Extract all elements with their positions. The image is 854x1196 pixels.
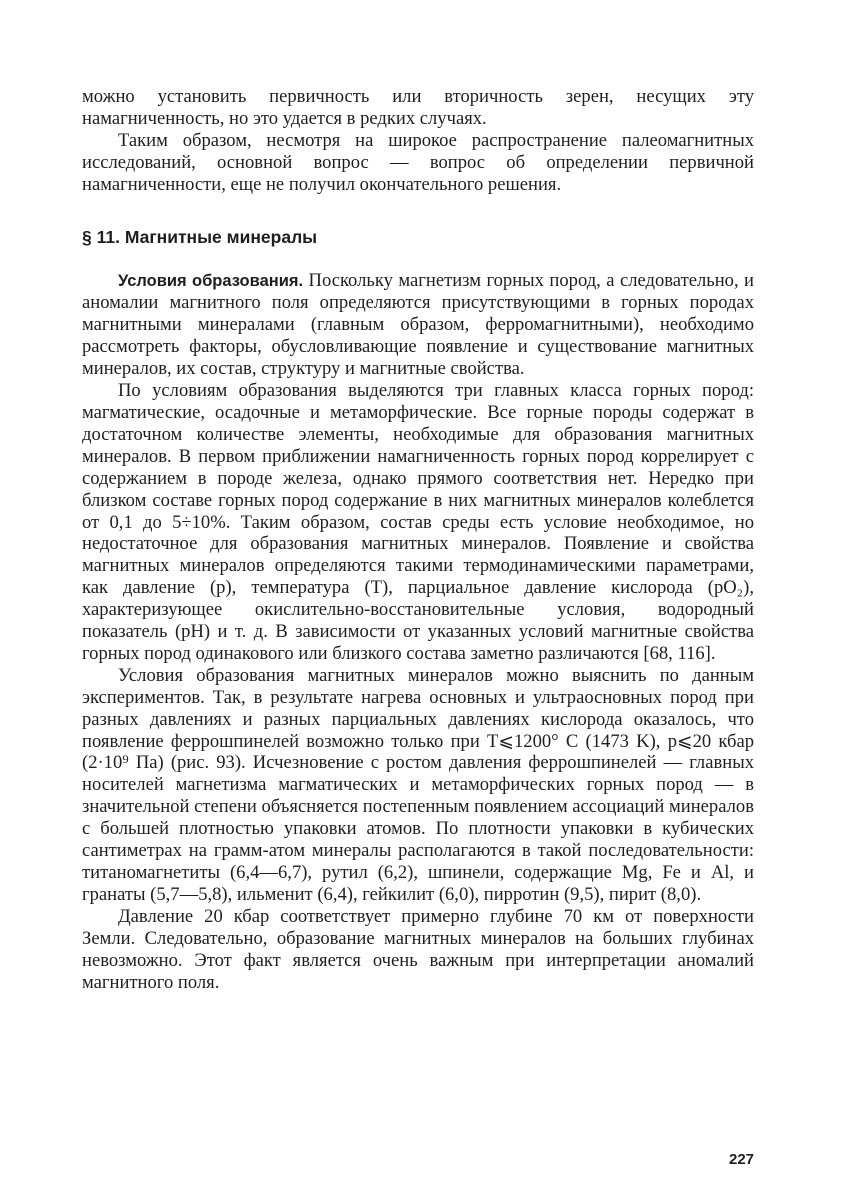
paragraph-paleomagnetism: Таким образом, несмотря на широкое распространение палеомагнитных исследований, основной вопрос — вопрос об определении первичной намагниченности, еще не получил окончательного решения. [82, 129, 754, 195]
run-in-heading: Условия образования. [118, 271, 304, 290]
page-body [82, 86, 754, 993]
paragraph-pressure-depth: Давление 20 кбар соответствует примерно глубине 70 км от поверхности Земли. Следовательно, образование магнитных минералов на больших глубинах невозможно. Этот факт является очень важным при интерпретации аномалий магнитного поля. [82, 905, 754, 993]
paragraph-continuation: можно установить первичность или вторичность зерен, несущих эту намагниченность, но это удается в редких случаях. [82, 86, 754, 129]
paragraph-rock-classes: По условиям образования выделяются три главных класса горных пород: магматические, осадочные и метаморфические. Все горные породы содержат в достаточном количестве элементы, необходимые для образования магнитных минералов. В первом приближении намагниченность горных пород коррелирует с содержанием в породе железа, однако прямого соответствия нет. Нередко при близком составе горных пород содержание в них магнитных минералов колеблется от 0,1 до 5÷10%. Таким образом, состав среды есть условие необходимое, но недостаточное для образования магнитных минералов. Появление и свойства магнитных минералов определяются такими термодинамическими параметрами, как давление (p), температура (T), парциальное давление кислорода (pO₂), характеризующее окислительно-восстановительные условия, водородный показатель (pH) и т. д. В зависимости от указанных условий магнитные свойства горных пород одинакового или близкого состава заметно различаются [68, 116]. [82, 380, 754, 664]
paragraph-formation-text: Поскольку магнетизм горных пород, а следовательно, и аномалии магнитного поля определяются присутствующими в горных породах магнитными минералами (главным образом, ферромагнитными), необходимо рассмотреть факторы, обусловливающие появление и существование магнитных минералов, их состав, структуру и магнитные свойства. [82, 269, 754, 380]
section-heading: § 11. Магнитные минералы [82, 226, 318, 247]
paragraph-experiments: Условия образования магнитных минералов можно выяснить по данным экспериментов. Так, в результате нагрева основных и ультраосновных пород при разных давлениях и разных парциальных давлениях кислорода оказалось, что появление феррошпинелей возможно только при T⩽1200° C (1473 K), p⩽20 кбар (2·10⁹ Па) (рис. 93). Исчезновение с ростом давления феррошпинелей — главных носителей магнетизма магматических и метаморфических горных пород — в значительной степени объясняется постепенным появлением ассоциаций минералов с большей плотностью упаковки атомов. По плотности упаковки в кубических сантиметрах на грамм-атом минералы располагаются в такой последовательности: титаномагнетиты (6,4—6,7), рутил (6,2), шпинели, содержащие Mg, Fe и Al, и гранаты (5,7—5,8), ильменит (6,4), гейкилит (6,0), пирротин (9,5), пирит (8,0). [82, 664, 754, 905]
paragraph-formation-conditions [82, 270, 754, 381]
page-number: 227 [729, 1151, 755, 1168]
